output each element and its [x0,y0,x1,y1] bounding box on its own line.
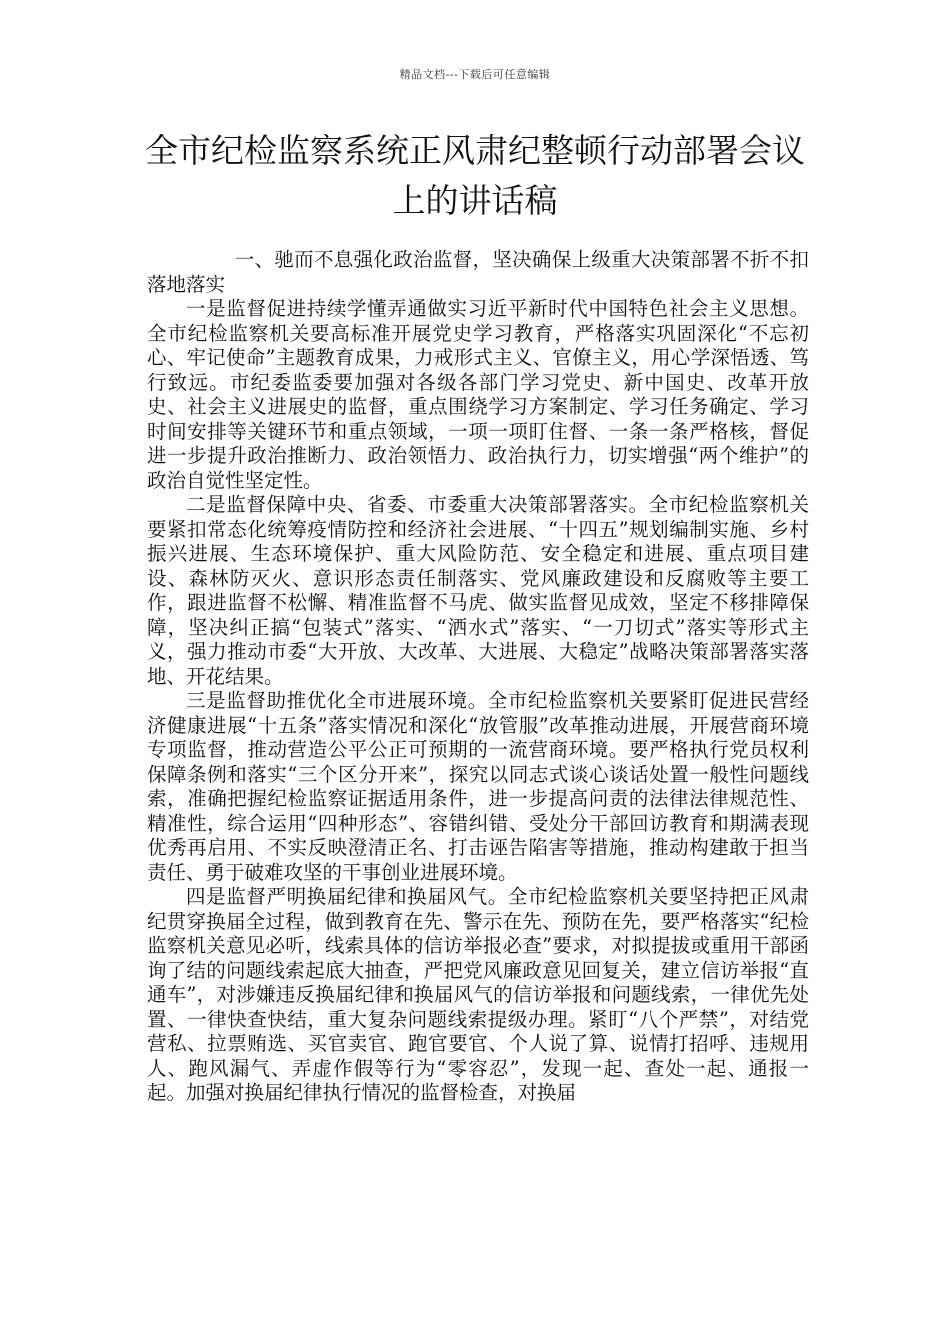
paragraph: 一是监督促进持续学懂弄通做实习近平新时代中国特色社会主义思想。全市纪检监察机关要高标准开展党史学习教育，严格落实巩固深化“不忘初心、牢记使命”主题教育成果，力戒形式主义、官僚主义，用心学深悟透、笃行致远。市纪委监委要加强对各级各部门学习党史、新中国史、改革开放史、社会主义进展史的监督，重点围绕学习方案制定、学习任务确定、学习时间安排等关键环节和重点领域，一项一项盯住督、一条一条严格核，督促进一步提升政治推断力、政治领悟力、政治执行力，切实增强“两个维护”的政治自觉性坚定性。 [147,297,809,492]
header-note: 精品文档---下载后可任意编辑 [399,68,551,81]
paragraph: 二是监督保障中央、省委、市委重大决策部署落实。全市纪检监察机关要紧扣常态化统筹疫情防控和经济社会进展、“十四五”规划编制实施、乡村振兴进展、生态环境保护、重大风险防范、安全稳定和进展、重点项目建设、森林防灭火、意识形态责任制落实、党风廉政建设和反腐败等主要工作，跟进监督不松懈、精准监督不马虎、做实监督见成效，坚定不移排障保障，坚决纠正搞“包装式”落实、“洒水式”落实、“一刀切式”落实等形式主义，强力推动市委“大开放、大改革、大进展、大稳定”战略决策部署落实落地、开花结果。 [147,493,809,688]
paragraph: 四是监督严明换届纪律和换届风气。全市纪检监察机关要坚持把正风肃纪贯穿换届全过程，做到教育在先、警示在先、预防在先，要严格落实“纪检监察机关意见必听，线索具体的信访举报必查”要求，对拟提拔或重用干部函询了结的问题线索起底大抽查，严把党风廉政意见回复关，建立信访举报“直通车”，对涉嫌违反换届纪律和换届风气的信访举报和问题线索，一律优先处置、一律快查快结，重大复杂问题线索提级办理。紧盯“八个严禁”，对结党营私、拉票贿选、买官卖官、跑官要官、个人说了算、说情打招呼、违规用人、跑风漏气、弄虚作假等行为“零容忍”，发现一起、查处一起、通报一起。加强对换届纪律执行情况的监督检查，对换届 [147,885,809,1104]
document-title: 全市纪检监察系统正风肃纪整顿行动部署会议上的讲话稿 [145,131,805,220]
document-body [147,248,809,1106]
paragraph: 三是监督助推优化全市进展环境。全市纪检监察机关要紧盯促进民营经济健康进展“十五条”落实情况和深化“放管服”改革推动进展，开展营商环境专项监督，推动营造公平公正可预期的一流营商环境。要严格执行党员权利保障条例和落实“三个区分开来”，探究以同志式谈心谈话处置一般性问题线索，准确把握纪检监察证据适用条件，进一步提高问责的法律法律规范性、精准性，综合运用“四种形态”、容错纠错、受处分干部回访教育和期满表现优秀再启用、不实反映澄清正名、打击诬告陷害等措施，推动构建敢于担当责任、勇于破难攻坚的干事创业进展环境。 [147,689,809,884]
section-heading: 一、驰而不息强化政治监督，坚决确保上级重大决策部署不折不扣落地落实 [147,248,809,296]
